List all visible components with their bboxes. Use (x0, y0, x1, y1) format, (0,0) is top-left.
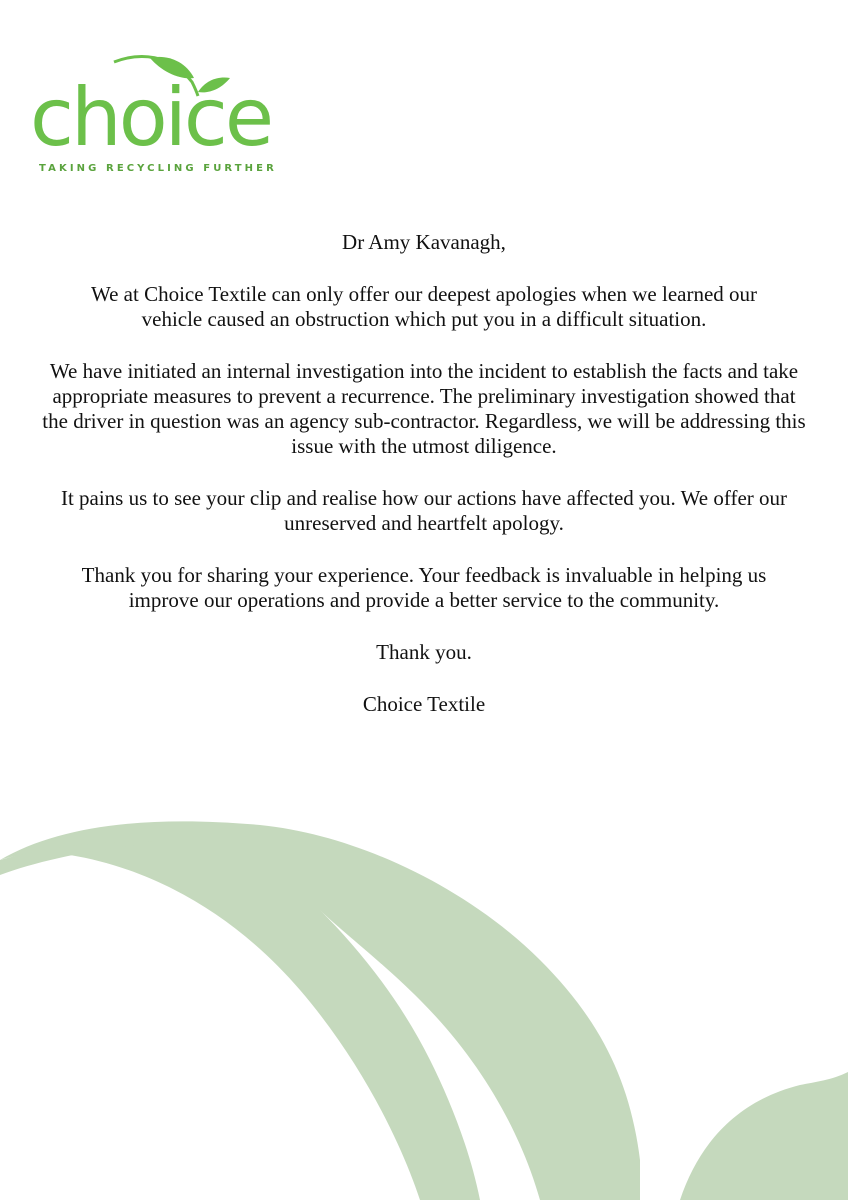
salutation: Dr Amy Kavanagh, (342, 230, 506, 254)
closing: Thank you. (376, 640, 472, 664)
logo-tagline: TAKING RECYCLING FURTHER (39, 163, 277, 174)
paragraph: It pains us to see your clip and realise how our actions have affected you. We offer our unreserved and heartfelt apology. (60, 486, 788, 535)
leaf-decoration (0, 800, 848, 1200)
choice-logo (30, 52, 280, 182)
paragraph: We have initiated an internal investigation into the incident to establish the facts and take appropriate measures to prevent a recurrence. The preliminary investigation showed that the driver in question was an agency sub-contractor. Regardless, we will be addressing this issue with the utmost diligence. (42, 359, 806, 458)
signature: Choice Textile (362, 692, 486, 716)
paragraph: Thank you for sharing your experience. Your feedback is invaluable in helping us improve our operations and provide a better service to the community. (81, 563, 767, 612)
paragraph: We at Choice Textile can only offer our deepest apologies when we learned our vehicle caused an obstruction which put you in a difficult situation. (90, 282, 758, 331)
letter-body (0, 230, 848, 744)
logo-wordmark: choice (30, 71, 272, 164)
